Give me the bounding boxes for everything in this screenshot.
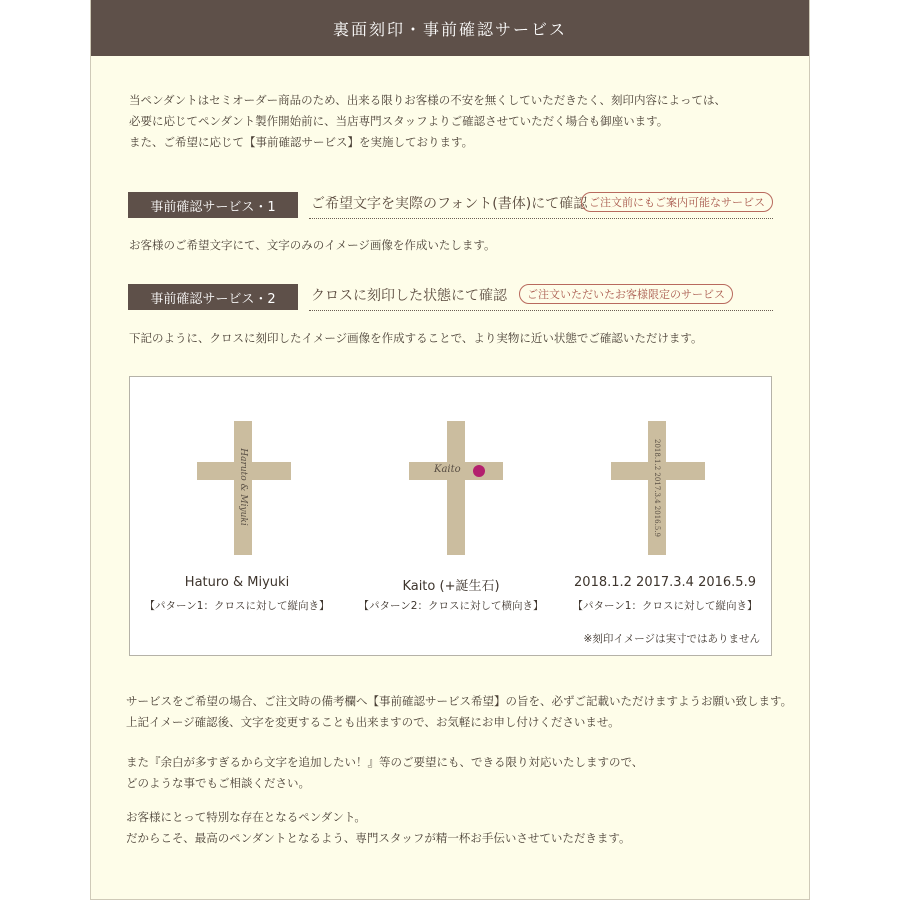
intro-line: 必要に応じてペンダント製作開始前に、当店専門スタッフよりご確認させていただく場合も御座います。 [129,114,669,128]
cross-image [344,377,558,567]
engraving-note: ※刻印イメージは実寸ではありません [583,633,760,645]
outro-line: サービスをご希望の場合、ご注文時の備考欄へ【事前確認サービス希望】の旨を、必ずご記載いただけますようお願い致します。 [126,694,793,708]
example-name: 2018.1.2 2017.3.4 2016.5.9 [574,575,756,590]
example-item [344,377,558,617]
service-1-badge: ご注文前にもご案内可能なサービス [581,192,773,212]
service-1-description: お客様のご希望文字にて、文字のみのイメージ画像を作成いたします。 [129,238,496,252]
service-panel [90,0,810,900]
outro-paragraph-1 [126,691,796,733]
service-1-tag: 事前確認サービス・1 [128,192,298,218]
service-2-description: 下記のように、クロスに刻印したイメージ画像を作成することで、より実物に近い状態でご確認いただけます。 [129,331,703,345]
outro-paragraph-2 [126,752,796,794]
page-title: 裏面刻印・事前確認サービス [332,19,567,39]
service-2-badge: ご注文いただいたお客様限定のサービス [519,284,733,304]
engraving-text: Haruto & Miyuki [238,448,248,526]
example-pattern: 【パターン2：クロスに対して横向き】 [358,600,544,612]
example-name: Kaito (+誕生石) [402,579,500,594]
service-2-title: クロスに刻印した状態にて確認 [311,288,507,304]
engraving-text: 2018.1.2 2017.3.4 2016.5.9 [653,439,661,537]
birthstone-dot [473,465,485,477]
example-pattern: 【パターン1：クロスに対して縦向き】 [572,600,758,612]
intro-text [129,90,779,153]
cross-image [558,377,772,567]
service-2-tag: 事前確認サービス・2 [128,284,298,310]
engraving-example-box [129,376,772,656]
service-1-heading [128,192,774,220]
intro-line: また、ご希望に応じて【事前確認サービス】を実施しております。 [129,135,474,149]
outro-line: 上記イメージ確認後、文字を変更することも出来ますので、お気軽にお申し付けくださいませ。 [126,715,620,729]
outro-line: お客様にとって特別な存在となるペンダント。 [126,810,366,824]
outro-paragraph-3 [126,807,796,849]
dotted-divider [309,218,773,219]
engraving-text: Kaito [434,464,461,475]
outro-line: また『余白が多すぎるから文字を追加したい！』等のご要望にも、できる限り対応いたしますので、 [126,755,644,769]
cross-vertical-bar [447,421,465,555]
dotted-divider [309,310,773,311]
example-name: Haturo & Miyuki [184,575,290,590]
outro-line: だからこそ、最高のペンダントとなるよう、専門スタッフが精一杯お手伝いさせていただきます。 [126,831,631,845]
intro-line: 当ペンダントはセミオーダー商品のため、出来る限りお客様の不安を無くしていただきたく、刻印内容によっては、 [129,93,726,107]
example-item [558,377,772,617]
example-item [130,377,344,617]
service-2-heading [128,284,774,312]
service-1-title: ご希望文字を実際のフォント(書体)にて確認 [311,196,588,212]
cross-image [130,377,344,567]
example-pattern: 【パターン1：クロスに対して縦向き】 [144,600,330,612]
outro-line: どのような事でもご相談ください。 [126,776,310,790]
page-header [91,0,809,56]
